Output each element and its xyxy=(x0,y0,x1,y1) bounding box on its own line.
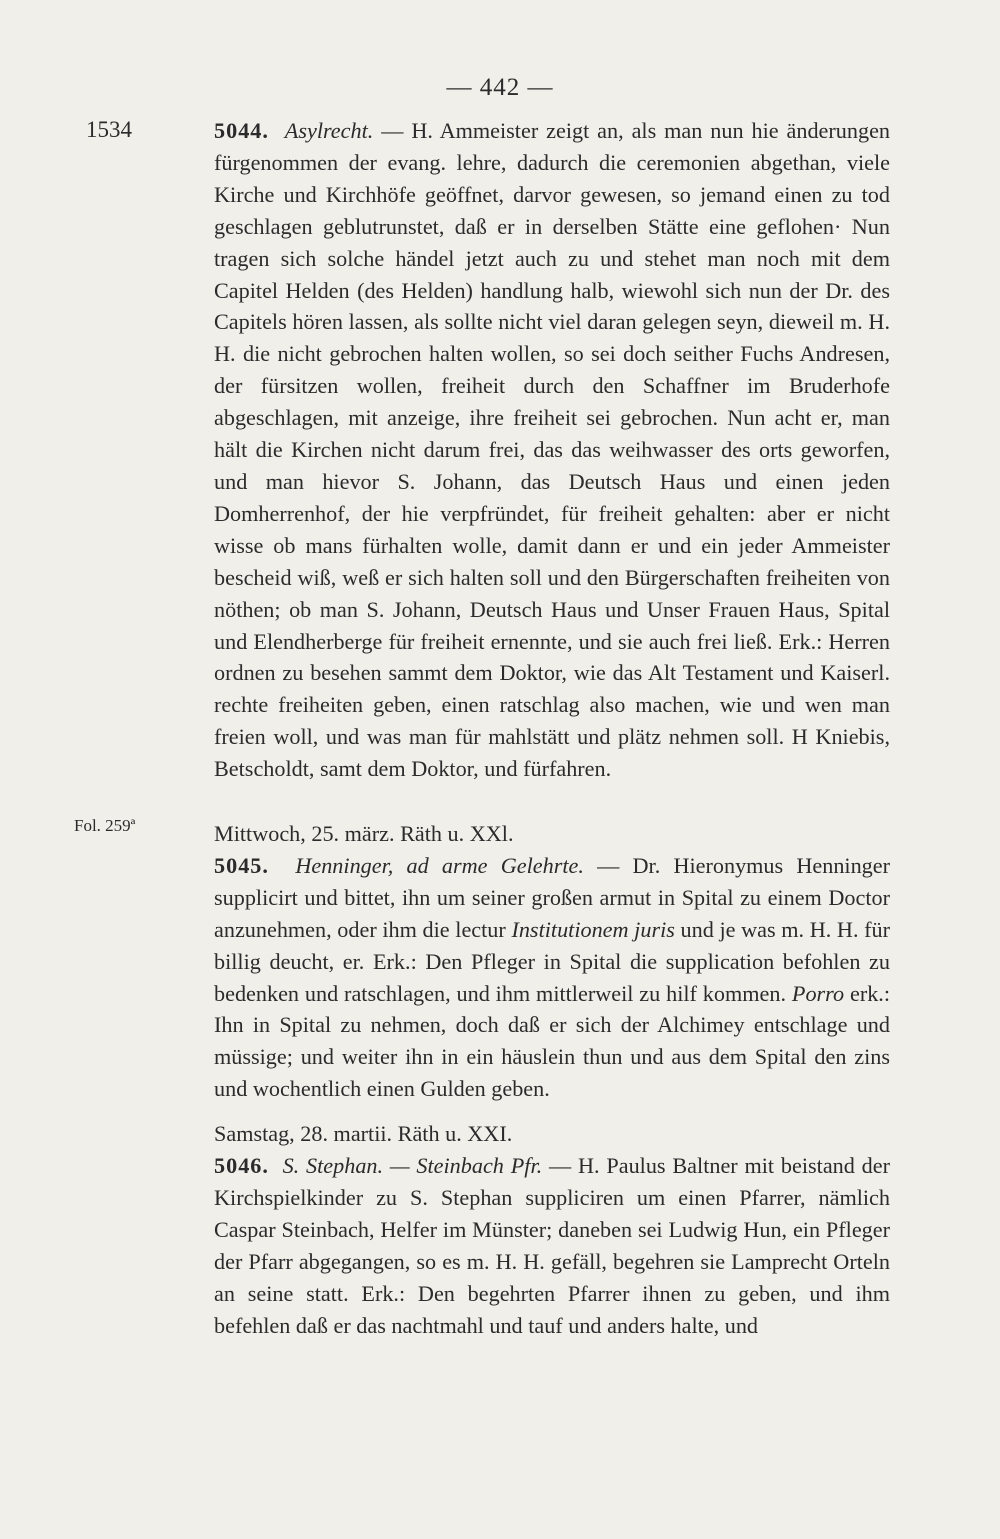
entry-text: — H. Ammeister zeigt an, als man nun hie änderungen fürgenommen der evang. lehre, dadurch die ceremonien abgethan, viele Kirche und Kirchhöfe geöffnet, darvor gewesen, so jemand einen zu tod geschlagen geblutrunstet, daß er in derselben Stätte eine geflohen· Nun tragen sich solche händel jetzt auch zu und stehet man noch mit dem Capitel Helden (des Helden) handlung halb, wiewohl sich nun der Dr. des Capitels hören lassen, als sollte nicht viel daran gelegen seyn, dieweil m. H. H. die nicht gebrochen halten wollen, so sei doch seither Fuchs Andresen, der fürsitzen wollen, freiheit durch den Schaffner im Bruderhofe abgeschlagen, mit anzeige, ihre freiheit sei gebrochen. Nun acht er, man hält die Kirchen nicht darum frei, das das weihwasser des orts geworfen, und man hievor S. Johann, das Deutsch Haus und einen jeden Domherrenhof, der hie verpfründet, für freiheit gehalten: aber er nicht wisse ob mans fürhalten wolle, damit dann er und ein jeder Ammeister bescheid wiß, weß er sich halten soll und den Bürgerschaften freiheiten von nöthen; ob man S. Johann, Deutsch Haus und Unser Frauen Haus, Spital und Elendherberge für freiheit ernennte, und sie auch frei ließ. Erk.: Herren ordnen zu besehen sammt dem Doktor, wie das Alt Testament und Kaiserl. rechte freiheiten geben, einen ratschlag also machen, wie und wen man freien woll, und was man für mahlstätt und plätz nehmen soll. H Kniebis, Betscholdt, samt dem Doktor, und fürfahren. xyxy=(214,118,891,782)
entry-italic-phrase: Porro xyxy=(791,980,845,1006)
entry-number: 5045. xyxy=(214,852,269,878)
entry-5044 xyxy=(170,115,890,785)
entry-text: und je was m. H. H. für billig deucht, er. Erk.: Den Pfleger in Spital die supplication befohlen zu bedenken und ratschlagen, und ihm mittlerweil zu hilf kommen. xyxy=(214,916,891,1006)
date-heading: Samstag, 28. martii. Räth u. XXI. xyxy=(214,1121,513,1147)
entry-number: 5044. xyxy=(214,118,269,143)
entry-text: erk.: Ihn in Spital zu nehmen, doch daß er sich der Alchimey entschlage und müssige; und weiter ihn in ein häuslein thun und aus dem Spital den zins und wochentlich einen Gulden geben. xyxy=(214,980,891,1102)
date-heading: Mittwoch, 25. märz. Räth u. XXl. xyxy=(214,821,514,846)
entry-italic-phrase: Institutionem juris xyxy=(511,916,675,942)
page-number: — 442 — xyxy=(446,74,554,101)
entry-text: — H. Paulus Baltner mit beistand der Kirchspielkinder zu S. Stephan suppliciren um einen Pfarrer, nämlich Caspar Steinbach, Helfer im Münster; daneben sei Ludwig Hun, ein Pfleger der Pfarr abgegangen, so es m. H. H. gefäll, begehren sie Lamprecht Orteln an seine statt. Erk.: Den begehrten Pfarrer ihnen zu geben, und ihm befehlen daß er das nachtmahl und tauf und anders halte, und xyxy=(214,1153,890,1338)
entry-number: 5046. xyxy=(214,1153,269,1179)
entry-title: Asylrecht. xyxy=(284,118,374,143)
entries-continued xyxy=(170,818,890,1342)
margin-year: 1534 xyxy=(86,117,132,142)
entry-title: S. Stephan. — Steinbach Pfr. xyxy=(282,1153,543,1179)
entry-5044-paragraph xyxy=(170,115,890,785)
margin-folio: Fol. 259ª xyxy=(74,816,136,835)
entry-5046-paragraph xyxy=(170,1150,890,1341)
entry-5045-paragraph xyxy=(170,850,890,1105)
entry-text: — Dr. Hieronymus Henninger supplicirt und bittet, ihn um seiner großen armut in Spital zu einem Doctor anzunehmen, oder ihm die lectur xyxy=(214,852,891,942)
entry-title: Henninger, ad arme Gelehrte. xyxy=(295,852,584,878)
